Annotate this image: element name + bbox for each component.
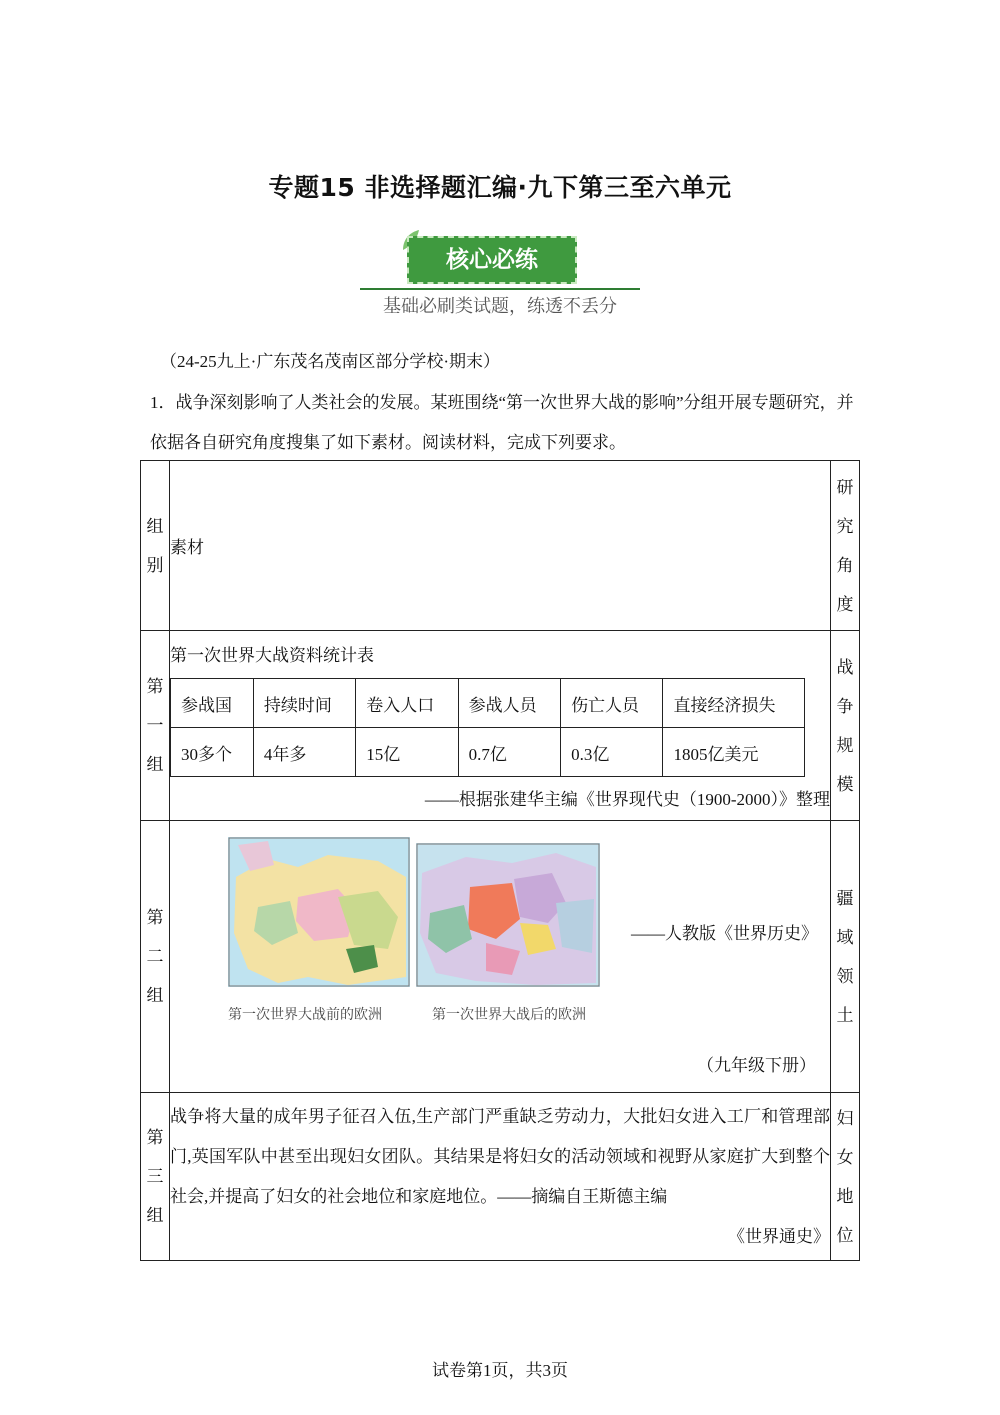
stats-header: 参战国	[171, 679, 254, 728]
stats-value: 15亿	[356, 728, 458, 777]
map-after-caption: 第一次世界大战后的欧洲	[432, 1008, 586, 1023]
map-grade: （九年级下册）	[697, 1056, 816, 1075]
map-citation: ——人教版《世界历史》	[631, 924, 818, 943]
stats-header: 直接经济损失	[663, 679, 805, 728]
badge-divider	[360, 288, 640, 290]
stats-value: 0.7亿	[458, 728, 560, 777]
stats-value: 4年多	[253, 728, 355, 777]
group1-angle: 战 争 规 模	[831, 631, 860, 821]
group1-row	[141, 631, 860, 821]
stats-header: 参战人员	[458, 679, 560, 728]
question-text: 1．战争深刻影响了人类社会的发展。某班围绕“第一次世界大战的影响”分组开展专题研究，并依据各自研究角度搜集了如下素材。阅读材料，完成下列要求。	[150, 393, 854, 452]
stats-table	[170, 678, 805, 777]
stats-value-row	[171, 728, 805, 777]
group2-angle: 疆 域 领 土	[831, 821, 860, 1093]
group1-label: 第 一 组	[141, 631, 170, 821]
stats-header: 卷入人口	[356, 679, 458, 728]
group1-material	[170, 631, 831, 821]
stats-caption: 第一次世界大战资料统计表	[170, 646, 374, 665]
table-header-row	[141, 461, 860, 631]
section-badge	[355, 228, 645, 318]
group3-material	[170, 1093, 831, 1261]
stats-value: 0.3亿	[561, 728, 663, 777]
group3-label: 第 三 组	[141, 1093, 170, 1261]
material-table	[140, 460, 860, 1261]
group3-angle: 妇 女 地 位	[831, 1093, 860, 1261]
header-material: 素材	[170, 461, 831, 631]
page-footer: 试卷第1页，共3页	[432, 1361, 568, 1380]
header-angle: 研 究 角 度	[831, 461, 860, 631]
stats-header-row	[171, 679, 805, 728]
stats-header: 持续时间	[253, 679, 355, 728]
map-after-war	[416, 843, 600, 987]
question-source: （24-25九上·广东茂名茂南区部分学校·期末）	[160, 352, 500, 371]
group2-row	[141, 821, 860, 1093]
group2-label: 第 二 组	[141, 821, 170, 1093]
stats-value: 30多个	[171, 728, 254, 777]
stats-citation: ——根据张建华主编《世界现代史（1900-2000）》整理	[424, 790, 830, 809]
group3-text: 战争将大量的成年男子征召入伍,生产部门严重缺乏劳动力，大批妇女进入工厂和管理部门,英国军队中甚至出现妇女团队。其结果是将妇女的活动领域和视野从家庭扩大到整个社会,并提高了妇女的社会地位和家庭地位。——摘编自王斯德主编	[170, 1106, 830, 1206]
stats-header: 伤亡人员	[561, 679, 663, 728]
stats-value: 1805亿美元	[663, 728, 805, 777]
badge-subtitle: 基础必刷类试题，练透不丢分	[383, 296, 617, 317]
group2-material	[170, 821, 831, 1093]
page-title: 专题15 非选择题汇编·九下第三至六单元	[268, 173, 732, 202]
map-before-caption: 第一次世界大战前的欧洲	[228, 1008, 382, 1023]
header-group: 组 别	[141, 461, 170, 631]
badge-label: 核心必练	[407, 236, 577, 284]
group3-row	[141, 1093, 860, 1261]
group3-citation: 《世界通史》	[728, 1226, 830, 1246]
map-before-war	[228, 837, 410, 987]
